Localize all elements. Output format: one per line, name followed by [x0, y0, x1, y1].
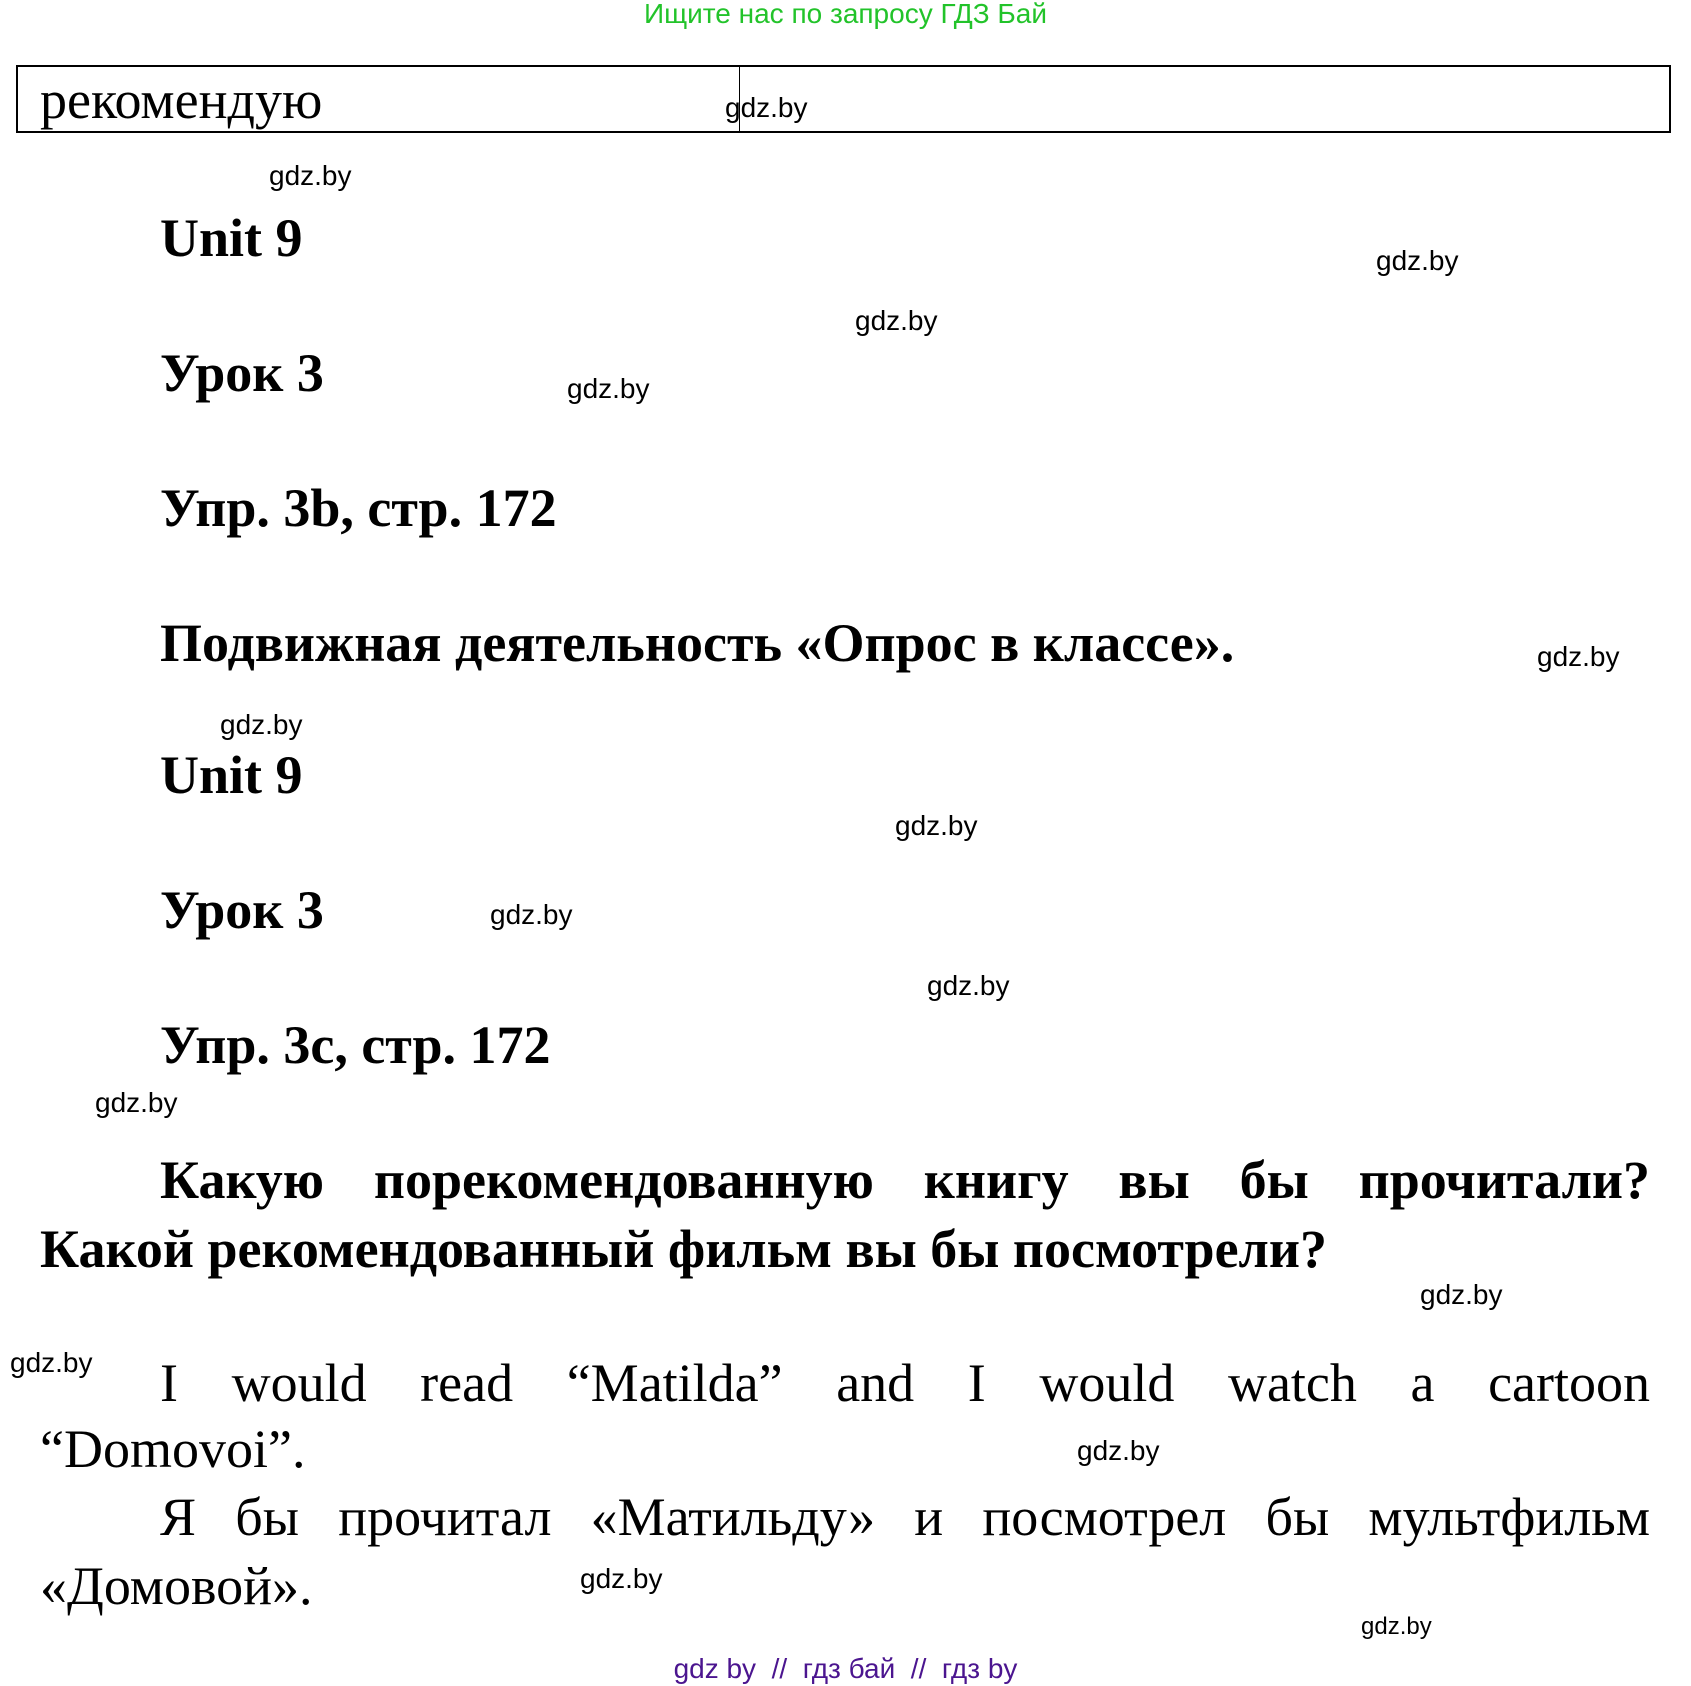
lesson-heading: Урок 3: [160, 343, 324, 403]
watermark: gdz.by: [895, 810, 978, 841]
watermark: gdz.by: [220, 709, 303, 740]
unit-heading: Unit 9: [160, 745, 303, 805]
watermark: gdz.by: [1361, 1613, 1432, 1640]
watermark: gdz.by: [10, 1347, 93, 1378]
watermark: gdz.by: [927, 970, 1010, 1001]
exercise-heading: Упр. 3c, стр. 172: [160, 1015, 551, 1075]
watermark: gdz.by: [1376, 245, 1459, 276]
answer-english: “Domovoi”.: [40, 1419, 306, 1479]
exercise-heading: Упр. 3b, стр. 172: [160, 478, 557, 538]
watermark: gdz.by: [1537, 641, 1620, 672]
watermark: gdz.by: [1420, 1279, 1503, 1310]
footer-links: gdz by // гдз бай // гдз by: [673, 1653, 1018, 1684]
search-banner: Ищите нас по запросу ГДЗ Бай: [643, 0, 1048, 29]
answer-russian: «Домовой».: [40, 1556, 313, 1616]
watermark: gdz.by: [580, 1563, 663, 1594]
unit-heading: Unit 9: [160, 208, 303, 268]
watermark: gdz.by: [95, 1087, 178, 1118]
answer-english: I would read “Matilda” and I would watch a cartoon: [160, 1353, 1650, 1413]
vocab-table-row: [16, 65, 1671, 133]
watermark: gdz.by: [1077, 1435, 1160, 1466]
watermark: gdz.by: [269, 160, 352, 191]
question-line: Какую порекомендованную книгу вы бы прочитали?: [160, 1150, 1650, 1210]
watermark: gdz.by: [725, 92, 808, 123]
answer-russian: Я бы прочитал «Матильду» и посмотрел бы мультфильм: [160, 1487, 1650, 1547]
lesson-heading: Урок 3: [160, 880, 324, 940]
watermark: gdz.by: [490, 899, 573, 930]
watermark: gdz.by: [567, 373, 650, 404]
table-cell-word: рекомендую: [40, 70, 323, 130]
question-line: Какой рекомендованный фильм вы бы посмотрели?: [40, 1219, 1327, 1279]
watermark: gdz.by: [855, 305, 938, 336]
activity-heading: Подвижная деятельность «Опрос в классе».: [160, 613, 1235, 673]
